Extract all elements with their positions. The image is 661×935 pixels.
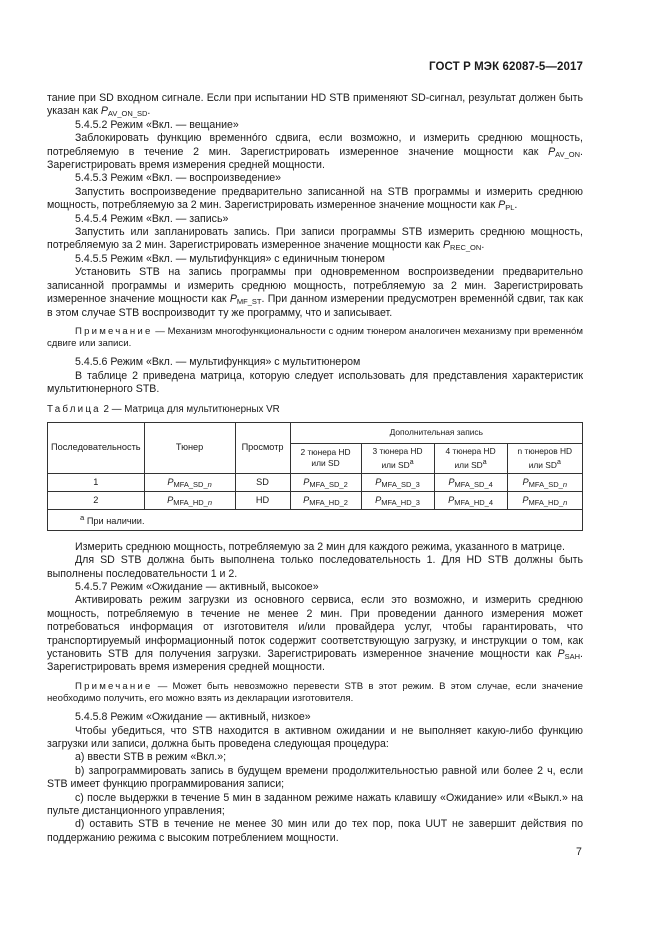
subheader-cell [507,443,582,473]
section-heading: 5.4.5.7 Режим «Ожидание — активный, высокое» [75,580,319,593]
subscript: PL [505,203,515,213]
subscript: MFA_HD_ [173,497,208,507]
text: 3 тюнера HD или SD [372,445,423,470]
symbol: P [100,105,108,118]
document-header: ГОСТ Р МЭК 62087-5—2017 [429,61,583,73]
symbol: P [167,494,174,505]
subscript: REC_ON [450,243,482,253]
section-heading: 5.4.5.6 Режим «Вкл. — мультифункция» с мультитюнером [75,356,361,369]
paragraph: В таблице 2 приведена матрица, которую следует использовать для представления характеристик мультитюнерного STB. [47,369,583,396]
table-title: 2 — Матрица для мультитюнерных VR [100,403,280,415]
paragraph: Для SD STB должна быть выполнена только последовательность 1. Для HD STB должны быть выполнены последовательности 1 и 2. [47,554,583,580]
text: . [514,199,518,212]
list-item: c) после выдержки в течение 5 мин в заданном режиме нажать клавишу «Ожидание» или «Выкл.» на пульте дистанционного управления; [47,791,583,818]
symbol: P [229,293,237,306]
header-cell: Последовательность [48,422,145,473]
text: Запустить или запланировать запись. При записи программы STB измерить среднюю мощность, потребляемую за 2 мин. Зарегистрировать измеренное значение мощности как [47,226,583,252]
subheader-cell: 2 тюнера HD или SD [290,443,361,473]
header-cell: Тюнер [144,422,235,473]
footnote-marker: a [556,458,561,466]
table-cell [290,491,361,509]
footnote-marker: a [409,458,414,466]
text: . [481,239,485,252]
subscript: n [562,479,568,489]
paragraph [47,226,583,253]
section-heading: 5.4.5.2 Режим «Вкл. — вещание» [75,118,239,131]
footnote-marker: a [80,513,85,523]
table-cell: SD [235,473,290,491]
list-item: b) запрограммировать запись в будущем времени продолжительностью равной или более 2 ч, если STB имеет функцию программирования записи; [47,764,583,791]
subheader-cell [434,443,507,473]
paragraph [47,266,583,320]
header-cell: Просмотр [235,422,290,473]
text: . Зарегистрировать время измерения средней мощности. [47,647,583,674]
symbol: P [303,476,310,487]
subscript: AV_ON_SD [107,109,148,119]
subscript: MFA_SD_2 [309,479,348,489]
subscript: MFA_SD_ [528,479,563,489]
subheader-cell [361,443,434,473]
symbol: P [448,476,455,487]
subscript: MFA_SD_4 [454,479,493,489]
subscript: AV_ON [555,149,581,159]
table-cell [361,473,434,491]
subscript: MFA_HD_ [528,497,564,507]
symbol: P [498,199,506,212]
list-item: a) ввести STB в режим «Вкл.»; [75,751,227,764]
table-cell: HD [235,491,290,509]
text: 4 тюнера HD или SD [445,445,496,470]
symbol: P [375,494,382,505]
table-cell: 2 [48,491,145,509]
header-cell: Дополнительная запись [290,422,582,443]
text: При наличии. [84,516,145,527]
text: . При данном измерении предусмотрен временнóй сдвиг, так как в этом случае STB воспроизводит ту же программу, что и записывает. [47,293,583,319]
text: n тюнеров HD или SD [517,445,573,470]
table-cell [361,491,434,509]
table-cell: 1 [48,473,145,491]
subscript: MFA_SD_3 [381,479,420,489]
paragraph [47,594,583,674]
text: Запустить воспроизведение предварительно записанной на STB программы и измерить среднюю мощность, потребляемую за 2 мин. Зарегистрировать измеренное значение мощности как [47,185,583,212]
subscript: MFA_SD_ [173,479,208,489]
table-label: Таблица [47,403,101,415]
table-cell [507,473,582,491]
section-heading: 5.4.5.8 Режим «Ожидание — активный, низкое» [75,711,311,724]
note [47,681,583,705]
note-label: Примечание [75,325,153,337]
section-heading: 5.4.5.3 Режим «Вкл. — воспроизведение» [75,172,282,185]
subscript: n [563,497,568,507]
subscript: MFA_HD_3 [381,497,420,507]
table-cell [434,491,507,509]
text: Установить STB на запись программы при одновременном воспроизведении предварительно записанной программы и измерить среднюю мощность, потребляемую за 2 мин. Зарегистрировать измеренное значение мощности как [47,266,583,306]
paragraph [47,92,583,119]
table-cell [507,491,582,509]
list-item: d) оставить STB в течение не менее 30 мин или до тех пор, пока UUT не завершит действия по поддержанию режима с высоким потреблением мощности. [47,818,583,844]
table-cell [434,473,507,491]
table-footnote [48,509,583,530]
text: Заблокировать функцию временнóго сдвига, если возможно, и измерить среднюю мощность, потребляемую в течение 2 мин. Зарегистрировать измеренное значение мощности как [47,132,583,158]
symbol: P [167,476,174,487]
note [47,326,583,350]
subscript: MFA_HD_2 [309,497,348,507]
footnote-marker: a [482,458,487,466]
symbol: P [303,494,310,505]
symbol: P [548,145,556,158]
table-caption [47,403,583,416]
page-body [47,92,583,845]
text: тание при SD входном сигнале. Если при испытании HD STB применяют SD-сигнал, результат должен быть указан как [47,92,583,118]
note-text: — Может быть невозможно перевести STB в этот режим. В этом случае, если значение необходимо получить, его можно взять из декларации изготовителя. [47,680,583,704]
symbol: P [448,494,455,505]
section-heading: 5.4.5.4 Режим «Вкл. — запись» [75,212,229,225]
symbol: P [442,239,451,252]
paragraph [47,186,583,213]
text: . Зарегистрировать время измерения средней мощности. [47,145,583,172]
paragraph: Измерить среднюю мощность, потребляемую за 2 мин для каждого режима, указанного в матрице. [75,540,565,553]
table-cell [290,473,361,491]
symbol: P [557,647,565,660]
matrix-table [47,422,583,531]
subscript: SAH [564,651,581,661]
paragraph [47,132,583,172]
symbol: P [375,476,382,487]
table-cell [144,473,235,491]
subscript: MF_ST [236,297,262,307]
symbol: P [522,494,529,505]
note-label: Примечание [75,680,153,692]
subscript: MFA_HD_4 [454,497,494,507]
paragraph: Чтобы убедиться, что STB находится в активном ожидании и не выполняет какую-либо функцию загрузки или записи, должна быть проведена следующая процедура: [47,724,583,751]
symbol: P [522,476,529,487]
subscript: n [207,479,212,489]
text: Активировать режим загрузки из основного сервиса, если это возможно, и измерить среднюю мощность, потребляемую в течение не менее 2 мин. При проведении данного измерения может потребоваться информация от изготовителя и/или провайдера услуг, чтобы гарантировать, что транспортируемый информационный поток содержит соответствующую загрузку, и инструкции о том, как установить STB для получения загрузки. Зарегистрировать измеренное значение мощности как [47,594,583,660]
section-heading: 5.4.5.5 Режим «Вкл. — мультифункция» с единичным тюнером [75,252,385,265]
page-number: 7 [576,846,582,858]
subscript: n [207,497,213,507]
note-text: — Механизм многофункциональности с одним тюнером аналогичен механизму при временнóм сдвиге или записи. [47,325,583,350]
text: . [147,105,151,118]
table-cell [144,491,235,509]
